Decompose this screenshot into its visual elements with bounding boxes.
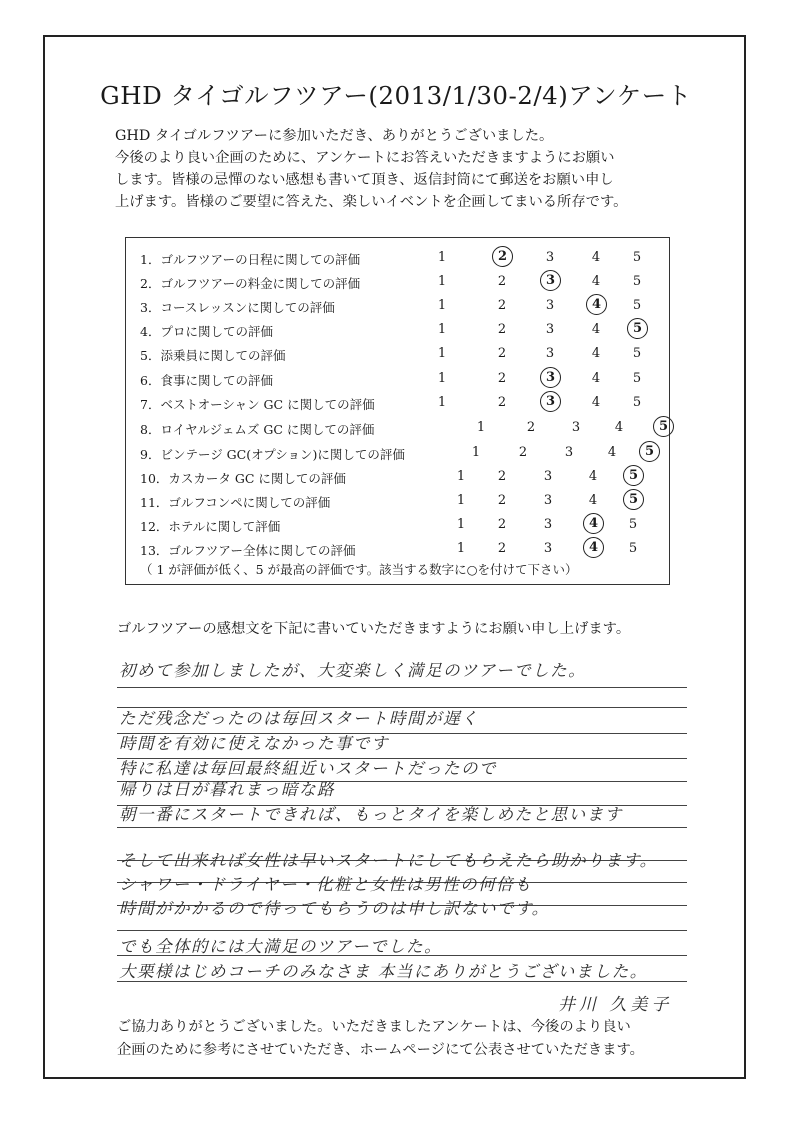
score-option[interactable]: 5 bbox=[632, 346, 642, 361]
score-option[interactable]: 2 bbox=[497, 298, 507, 313]
score-option[interactable]: 5 bbox=[628, 517, 638, 532]
score-option[interactable]: 2 bbox=[518, 445, 528, 460]
score-option[interactable]: 3 bbox=[571, 420, 581, 435]
evaluation-row bbox=[126, 272, 671, 296]
score-option[interactable]: 4 bbox=[591, 250, 601, 265]
score-option[interactable]: 1 bbox=[437, 346, 447, 361]
evaluation-row bbox=[126, 344, 671, 368]
score-option[interactable]: 3 bbox=[543, 493, 553, 508]
handwritten-comment: 大栗様はじめコーチのみなさま 本当にありがとうございました。 bbox=[119, 962, 648, 981]
evaluation-row bbox=[126, 418, 671, 442]
evaluation-label: 4．プロに関しての評価 bbox=[140, 324, 273, 339]
score-option[interactable]: 1 bbox=[456, 517, 466, 532]
score-option[interactable]: 1 bbox=[456, 469, 466, 484]
handwritten-comment: 朝一番にスタートできれば、もっとタイを楽しめたと思います bbox=[119, 805, 623, 824]
score-option[interactable]: 3 bbox=[543, 541, 553, 556]
score-option[interactable]: 5 bbox=[623, 489, 644, 510]
score-option[interactable]: 1 bbox=[456, 541, 466, 556]
score-option[interactable]: 1 bbox=[437, 274, 447, 289]
score-option[interactable]: 4 bbox=[607, 445, 617, 460]
score-option[interactable]: 2 bbox=[497, 346, 507, 361]
score-option[interactable]: 2 bbox=[497, 274, 507, 289]
score-option[interactable]: 3 bbox=[545, 298, 555, 313]
handwritten-comment: ただ残念だったのは毎回スタート時間が遅く bbox=[119, 709, 479, 728]
score-option[interactable]: 4 bbox=[614, 420, 624, 435]
score-option[interactable]: 5 bbox=[623, 465, 644, 486]
score-option[interactable]: 3 bbox=[543, 469, 553, 484]
score-option[interactable]: 3 bbox=[540, 270, 561, 291]
score-option[interactable]: 1 bbox=[437, 371, 447, 386]
score-option[interactable]: 2 bbox=[497, 371, 507, 386]
evaluation-label: 5．添乗員に関しての評価 bbox=[140, 348, 286, 363]
handwritten-comment: 特に私達は毎回最終組近いスタートだったので bbox=[119, 759, 497, 778]
score-option[interactable]: 3 bbox=[545, 346, 555, 361]
score-option[interactable]: 3 bbox=[543, 517, 553, 532]
evaluation-row bbox=[126, 320, 671, 344]
score-option[interactable]: 1 bbox=[476, 420, 486, 435]
evaluation-row bbox=[126, 393, 671, 417]
score-option[interactable]: 4 bbox=[591, 395, 601, 410]
comment-prompt: ゴルフツアーの感想文を下記に書いていただきますようにお願い申し上げます。 bbox=[117, 621, 631, 637]
evaluation-row bbox=[126, 491, 671, 515]
evaluation-label: 9．ビンテージ GC(オプション)に関しての評価 bbox=[140, 447, 405, 462]
score-option[interactable]: 2 bbox=[497, 517, 507, 532]
score-option[interactable]: 4 bbox=[591, 371, 601, 386]
score-option[interactable]: 1 bbox=[471, 445, 481, 460]
score-option[interactable]: 5 bbox=[653, 416, 674, 437]
score-option[interactable]: 4 bbox=[588, 493, 598, 508]
ruled-line bbox=[117, 930, 687, 931]
score-option[interactable]: 4 bbox=[591, 322, 601, 337]
evaluation-label: 11．ゴルフコンペに関しての評価 bbox=[140, 495, 331, 510]
handwritten-comment: 初めて参加しましたが、大変楽しく満足のツアーでした。 bbox=[119, 661, 587, 680]
closing-line: 企画のために参考にさせていただき、ホームページにて公表させていただきます。 bbox=[117, 1042, 644, 1058]
score-option[interactable]: 5 bbox=[632, 274, 642, 289]
comment-area bbox=[117, 655, 687, 995]
evaluation-row bbox=[126, 443, 671, 467]
score-option[interactable]: 2 bbox=[492, 246, 513, 267]
score-option[interactable]: 5 bbox=[632, 250, 642, 265]
intro-line: GHD タイゴルフツアーに参加いただき、ありがとうございました。 bbox=[115, 128, 554, 144]
score-option[interactable]: 2 bbox=[497, 469, 507, 484]
score-option[interactable]: 2 bbox=[497, 493, 507, 508]
closing-line: ご協力ありがとうございました。いただきましたアンケートは、今後のより良い bbox=[117, 1019, 631, 1035]
score-option[interactable]: 4 bbox=[591, 274, 601, 289]
score-option[interactable]: 5 bbox=[628, 541, 638, 556]
score-option[interactable]: 2 bbox=[497, 395, 507, 410]
score-option[interactable]: 4 bbox=[588, 469, 598, 484]
score-option[interactable]: 5 bbox=[639, 441, 660, 462]
score-option[interactable]: 3 bbox=[564, 445, 574, 460]
evaluation-label: 10．カスカータ GC に関しての評価 bbox=[140, 471, 346, 486]
score-option[interactable]: 2 bbox=[497, 541, 507, 556]
evaluation-label: 12．ホテルに関して評価 bbox=[140, 519, 281, 534]
page-title: GHD タイゴルフツアー(2013/1/30-2/4)アンケート bbox=[100, 81, 692, 110]
evaluation-row bbox=[126, 467, 671, 491]
closing-text bbox=[117, 1016, 644, 1062]
evaluation-label: 3．コースレッスンに関しての評価 bbox=[140, 300, 335, 315]
score-option[interactable]: 4 bbox=[583, 537, 604, 558]
handwritten-comment: 帰りは日が暮れまっ暗な路 bbox=[119, 780, 335, 799]
score-option[interactable]: 5 bbox=[632, 371, 642, 386]
ruled-line bbox=[117, 687, 687, 688]
handwritten-comment: そして出来れば女性は早いスタートにしてもらえたら助かります。 bbox=[119, 851, 658, 870]
evaluation-row bbox=[126, 539, 671, 563]
intro-text bbox=[115, 125, 695, 213]
score-option[interactable]: 3 bbox=[540, 391, 561, 412]
score-option[interactable]: 5 bbox=[627, 318, 648, 339]
score-option[interactable]: 4 bbox=[591, 346, 601, 361]
intro-line: 上げます。皆様のご要望に答えた、楽しいイベントを企画してまいる所存です。 bbox=[115, 194, 628, 210]
intro-line: 今後のより良い企画のために、アンケートにお答えいただきますようにお願い bbox=[115, 150, 615, 166]
score-option[interactable]: 4 bbox=[586, 294, 607, 315]
handwritten-comment: 時間を有効に使えなかった事です bbox=[119, 734, 389, 753]
ruled-line bbox=[117, 827, 687, 828]
score-option[interactable]: 1 bbox=[437, 322, 447, 337]
evaluation-note: （ 1 が評価が低く、5 が最高の評価です。該当する数字に○を付けて下さい） bbox=[140, 562, 578, 577]
score-option[interactable]: 3 bbox=[545, 250, 555, 265]
score-option[interactable]: 5 bbox=[632, 395, 642, 410]
score-option[interactable]: 3 bbox=[540, 367, 561, 388]
handwritten-comment: シャワー・ドライヤー・化粧と女性は男性の何倍も bbox=[119, 875, 533, 894]
signature: 井川 久美子 bbox=[558, 995, 673, 1015]
score-option[interactable]: 5 bbox=[632, 298, 642, 313]
score-option[interactable]: 3 bbox=[545, 322, 555, 337]
evaluation-label: 6．食事に関しての評価 bbox=[140, 373, 273, 388]
evaluation-label: 13．ゴルフツアー全体に関しての評価 bbox=[140, 543, 356, 558]
intro-line: します。皆様の忌憚のない感想も書いて頂き、返信封筒にて郵送をお願い申し bbox=[115, 172, 614, 188]
handwritten-comment: 時間がかかるので待ってもらうのは申し訳ないです。 bbox=[119, 899, 550, 918]
score-option[interactable]: 1 bbox=[437, 298, 447, 313]
score-option[interactable]: 2 bbox=[497, 322, 507, 337]
score-option[interactable]: 1 bbox=[456, 493, 466, 508]
score-option[interactable]: 1 bbox=[437, 395, 447, 410]
evaluation-label: 8．ロイヤルジェムズ GC に関しての評価 bbox=[140, 422, 375, 437]
handwritten-comment: でも全体的には大満足のツアーでした。 bbox=[119, 937, 443, 956]
evaluation-label: 2．ゴルフツアーの料金に関しての評価 bbox=[140, 276, 361, 291]
score-option[interactable]: 4 bbox=[583, 513, 604, 534]
evaluation-table bbox=[125, 237, 670, 585]
evaluation-row bbox=[126, 369, 671, 393]
evaluation-row bbox=[126, 296, 671, 320]
evaluation-row bbox=[126, 248, 671, 272]
evaluation-label: 1．ゴルフツアーの日程に関しての評価 bbox=[140, 252, 361, 267]
score-option[interactable]: 1 bbox=[437, 250, 447, 265]
evaluation-label: 7．ベストオーシャン GC に関しての評価 bbox=[140, 397, 375, 412]
score-option[interactable]: 2 bbox=[526, 420, 536, 435]
evaluation-row bbox=[126, 515, 671, 539]
